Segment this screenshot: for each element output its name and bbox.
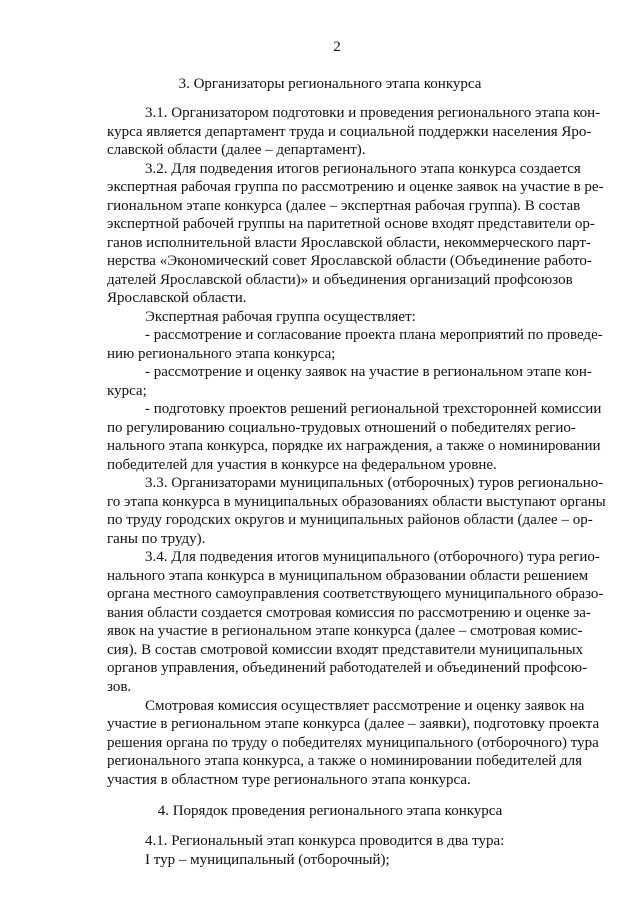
section-3-line: вания области создается смотровая комиссия по рассмотрению и оценке за- [107,605,591,621]
page-number: 2 [333,39,341,55]
section-3-line: нерства «Экономический совет Ярославской области (Объединение работо- [107,253,592,269]
section-3-line: регионального этапа конкурса, а также о номинировании победителей для [107,753,583,769]
section-3-line: курса является департамент труда и социальной поддержки населения Яро- [107,124,592,140]
section-3-line: - рассмотрение и согласование проекта плана мероприятий по проведе- [145,327,603,343]
section-3-line: органов управления, объединений работодателей и объединений профсою- [107,660,588,676]
section-3-line: решения органа по труду о победителях муниципального (отборочного) тура [107,735,599,751]
section-3-line: курса; [107,383,147,399]
section-3-line: 3.2. Для подведения итогов регионального этапа конкурса создается [145,161,581,177]
section-3-line: дателей Ярославской области)» и объединения организаций профсоюзов [107,272,573,288]
section-3-line: гиональном этапе конкурса (далее – экспертная рабочая группа). В состав [107,198,581,214]
section-3-line: нального этапа конкурса в муниципальном образовании области решением [107,568,589,584]
section-3-line: 3.1. Организатором подготовки и проведения регионального этапа кон- [145,105,601,121]
section-3-line: экспертной рабочей группы на паритетной основе входят представители ор- [107,216,595,232]
section-3-line: победителей для участия в конкурсе на федеральном уровне. [107,457,497,473]
section-3-line: Экспертная рабочая группа осуществляет: [145,309,416,325]
section-3-line: ганы по труду). [107,531,206,547]
section-3-line: нального этапа конкурса, порядке их награждения, а также о номинировании [107,438,601,454]
section-3-line: зов. [107,679,132,695]
section-3-line: 3.4. Для подведения итогов муниципального (отборочного) тура регио- [145,549,600,565]
section-3-line: экспертная рабочая группа по рассмотрению и оценке заявок на участие в ре- [107,179,604,195]
section-3-line: нию регионального этапа конкурса; [107,346,336,362]
section-3-line: по регулированию социально-трудовых отношений о победителях регио- [107,420,576,436]
section-4-line: I тур – муниципальный (отборочный); [145,852,390,868]
section-3-line: сия). В состав смотровой комиссии входят представители муниципальных [107,642,584,658]
section-3-line: - подготовку проектов решений региональной трехсторонней комиссии [145,401,602,417]
section-3-line: органа местного самоуправления соответствующего муниципального образо- [107,586,604,602]
section-4-line: 4.1. Региональный этап конкурса проводится в два тура: [145,833,505,849]
section-3-line: Ярославской области. [107,290,247,306]
section-3-line: Смотровая комиссия осуществляет рассмотрение и оценку заявок на [145,698,585,714]
section-3-line: по труду городских округов и муниципальных районов области (далее – ор- [107,512,593,528]
section-3-line: - рассмотрение и оценку заявок на участие в региональном этапе кон- [145,364,592,380]
section-4-heading: 4. Порядок проведения регионального этапа конкурса [157,803,503,819]
section-3-line: участие в региональном этапе конкурса (далее – заявки), подготовку проекта [107,716,600,732]
section-3-line: явок на участие в региональном этапе конкурса (далее – смотровая комис- [107,623,583,639]
section-3-line: 3.3. Организаторами муниципальных (отборочных) туров регионально- [145,475,604,491]
section-3-line: славской области (далее – департамент). [107,142,366,158]
section-3-line: ганов исполнительной власти Ярославской области, некоммерческого парт- [107,235,591,251]
section-3-heading: 3. Организаторы регионального этапа конкурса [178,76,482,92]
section-3-line: участия в областном туре регионального этапа конкурса. [107,772,471,788]
section-3-line: го этапа конкурса в муниципальных образованиях области выступают органы [107,494,606,510]
